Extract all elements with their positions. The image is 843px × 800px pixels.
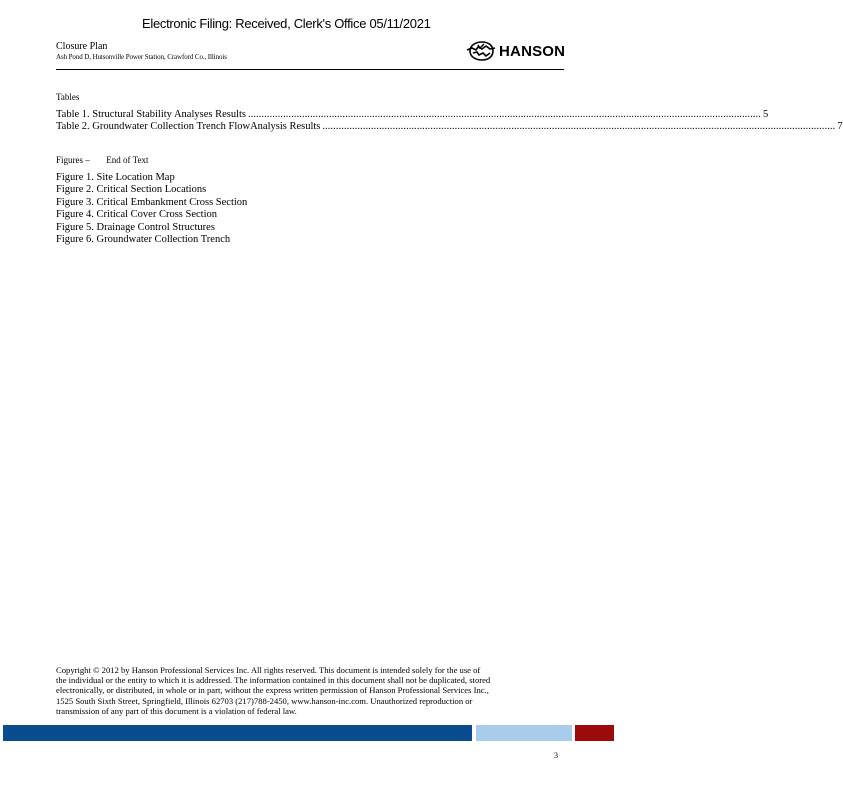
figure-list-item[interactable]: Figure 5. Drainage Control Structures: [56, 222, 215, 233]
copyright-line: electronically, or distributed, in whole or in part, without the express written permission of Hanson Professional Services Inc.,: [56, 685, 489, 696]
copyright-notice: [56, 665, 566, 716]
hanson-logo: [466, 40, 565, 62]
toc-leader-dots: ..............................................................................................................................................................................................: [322, 121, 836, 132]
toc-leader-dots: ..............................................................................................................................................................................................: [248, 109, 761, 120]
toc-row-table-2[interactable]: [56, 121, 843, 133]
toc-label: Table 1. Structural Stability Analyses Results: [56, 109, 246, 120]
document-title: Closure Plan: [56, 41, 108, 52]
figure-list-item[interactable]: Figure 2. Critical Section Locations: [56, 184, 207, 195]
copyright-line: Copyright © 2012 by Hanson Professional Services Inc. All rights reserved. This document is intended solely for the use of: [56, 665, 481, 675]
globe-icon: [466, 41, 496, 61]
figure-list-item[interactable]: Figure 1. Site Location Map: [56, 172, 175, 183]
figures-heading: [56, 155, 148, 165]
header-divider: [56, 69, 564, 70]
tables-heading: Tables: [56, 92, 80, 102]
copyright-line: 1525 South Sixth Street, Springfield, Illinois 62703 (217)788-2450, www.hanson-inc.com. Unauthorized reproduction or: [56, 695, 473, 706]
electronic-filing-stamp: Electronic Filing: Received, Clerk's Office 05/11/2021: [142, 16, 431, 31]
figures-heading-note: End of Text: [106, 155, 149, 165]
toc-page-number: 5: [763, 109, 769, 120]
figures-heading-label: Figures –: [56, 155, 90, 165]
toc-row-table-1[interactable]: [56, 109, 769, 121]
figure-list-item[interactable]: Figure 4. Critical Cover Cross Section: [56, 209, 217, 220]
footer-bar-blue: [3, 725, 472, 741]
copyright-line: the individual or the entity to which it is addressed. The information contained in this document shall not be duplicated, stored: [56, 675, 491, 686]
footer-bar-red: [575, 725, 614, 741]
copyright-line: transmission of any part of this document is a violation of federal law.: [56, 705, 297, 716]
toc-page-number: 7: [837, 121, 843, 132]
toc-label: Table 2. Groundwater Collection Trench FlowAnalysis Results: [56, 121, 321, 132]
document-subtitle: Ash Pond D, Hutsonville Power Station, Crawford Co., Illinois: [56, 53, 227, 61]
footer-bar-light-blue: [476, 725, 572, 741]
figure-list-item[interactable]: Figure 3. Critical Embankment Cross Section: [56, 197, 248, 208]
figure-list-item[interactable]: Figure 6. Groundwater Collection Trench: [56, 234, 231, 245]
logo-text: HANSON: [499, 42, 566, 60]
page-number: 3: [554, 751, 558, 760]
